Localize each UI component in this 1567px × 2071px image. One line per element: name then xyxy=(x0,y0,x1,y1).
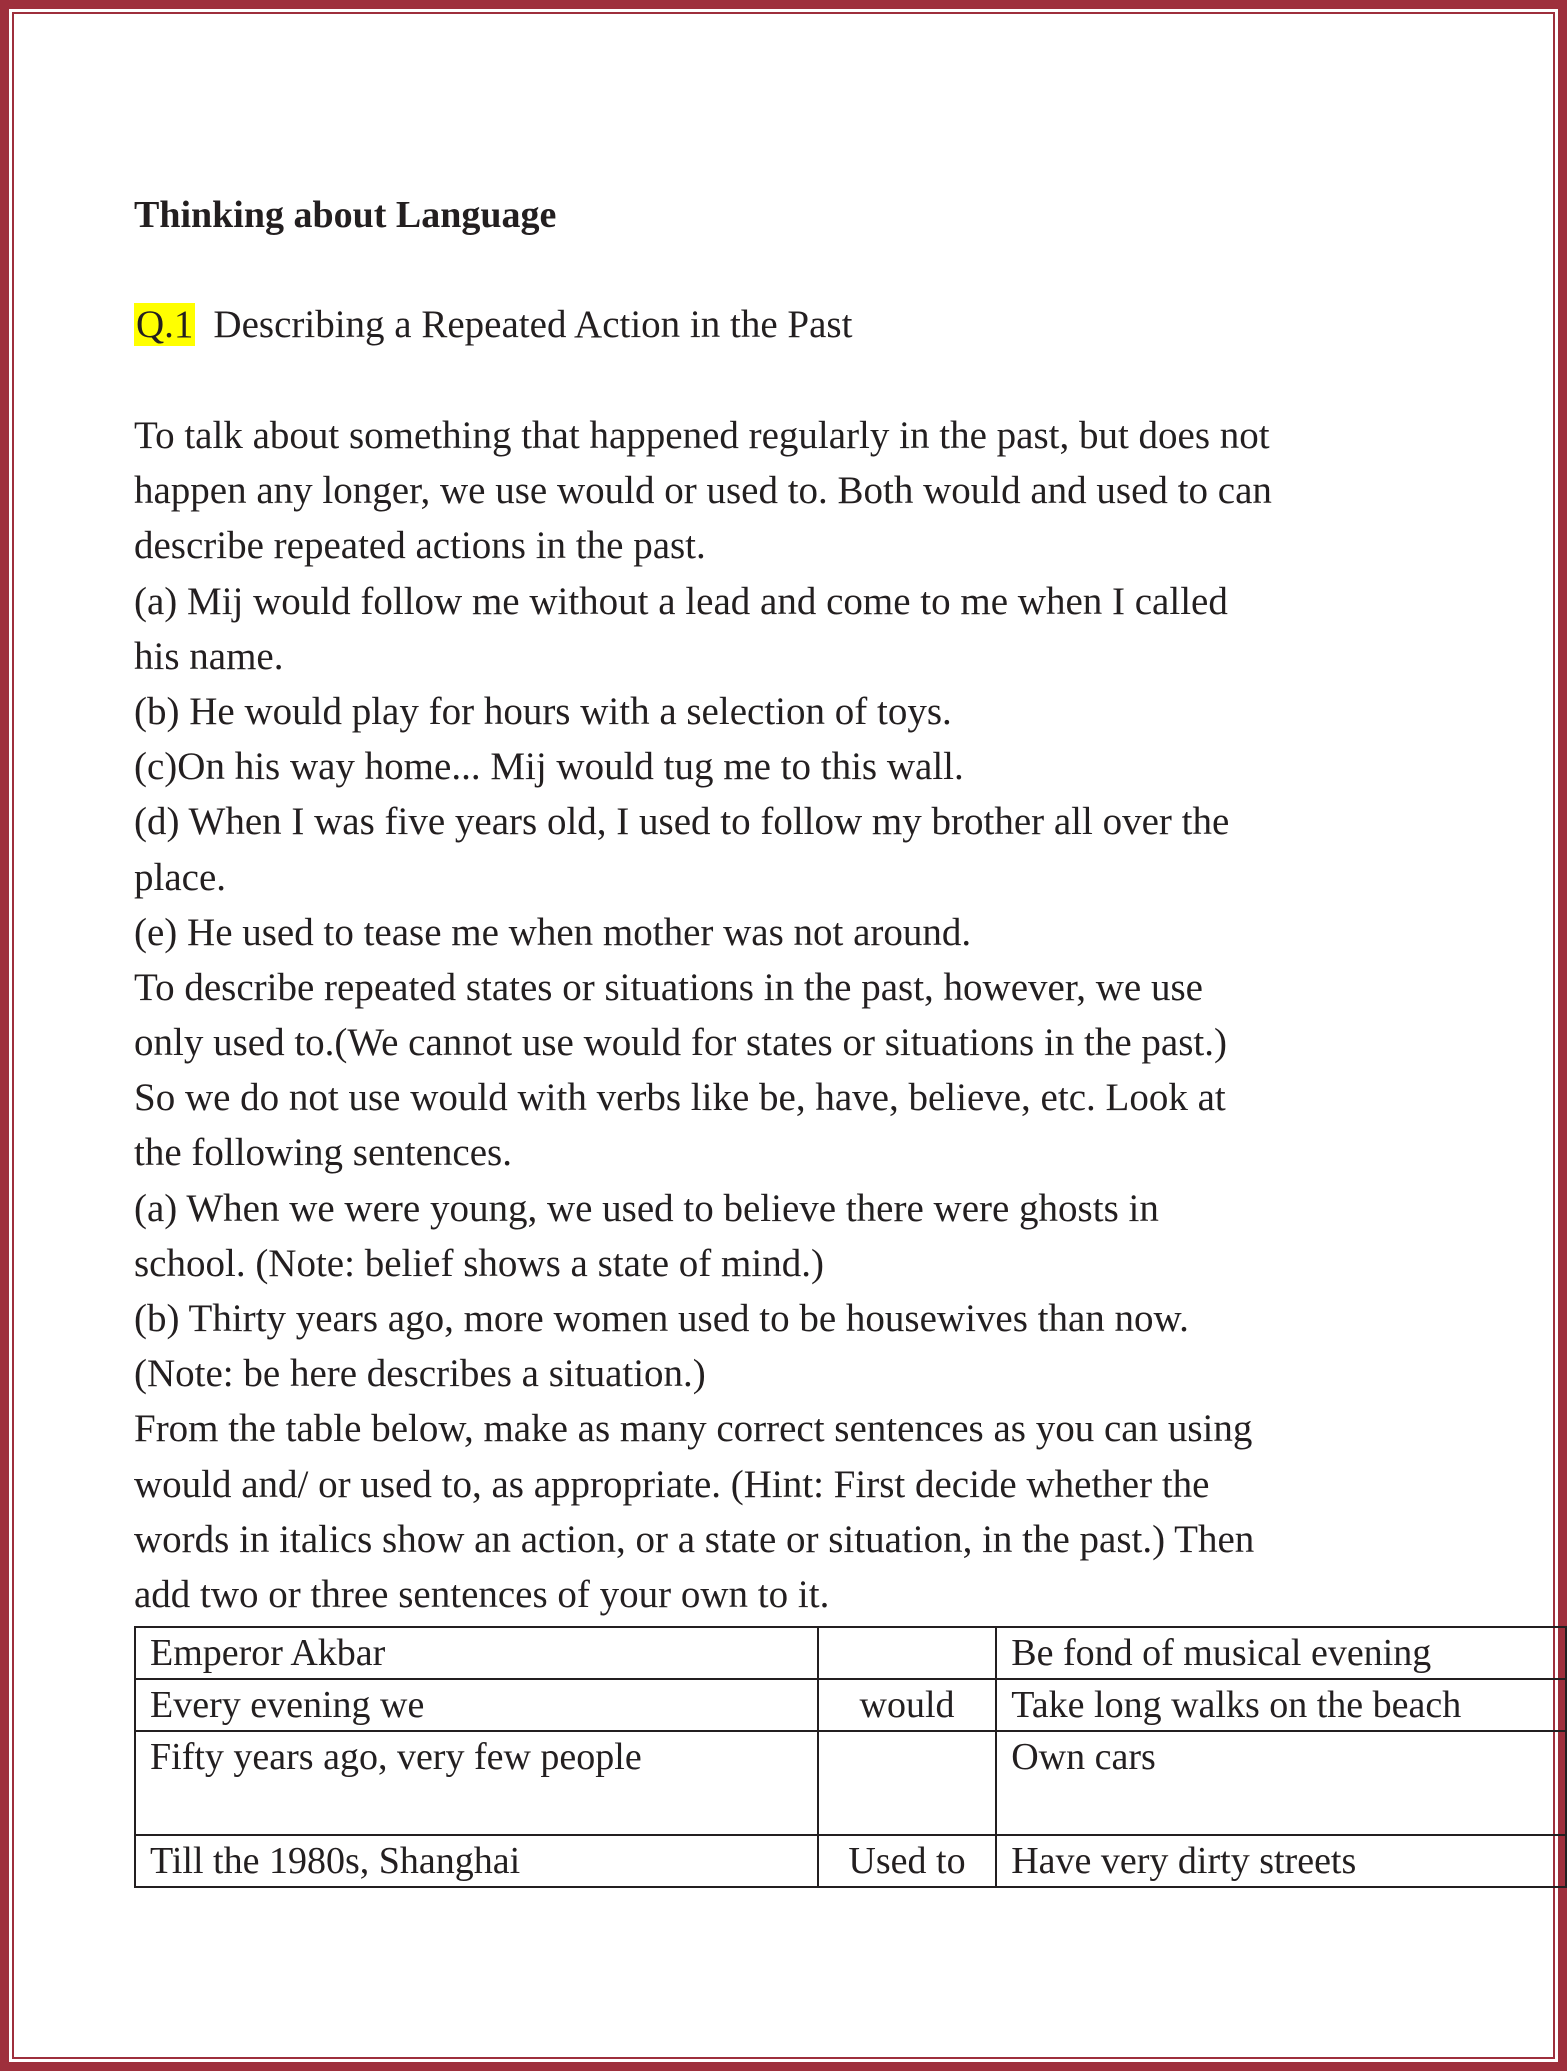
table-cell: Till the 1980s, Shanghai xyxy=(135,1835,818,1887)
text-line: (d) When I was five years old, I used to follow my brother all over the xyxy=(134,800,1230,844)
table-cell: would xyxy=(818,1679,996,1731)
table-cell xyxy=(818,1627,996,1679)
text-line: (a) When we were young, we used to believe there were ghosts in xyxy=(134,1186,1159,1230)
text-line: (b) Thirty years ago, more women used to be housewives than now. xyxy=(134,1297,1189,1340)
table-cell: Emperor Akbar xyxy=(135,1627,818,1679)
text-line: From the table below, make as many correct sentences as you can using xyxy=(134,1407,1253,1451)
text-line: describe repeated actions in the past. xyxy=(134,524,706,568)
sentence-table xyxy=(134,1626,1567,1888)
table-row xyxy=(135,1627,1566,1679)
text-line: add two or three sentences of your own to it. xyxy=(134,1572,830,1616)
text-line: To describe repeated states or situations in the past, however, we use xyxy=(134,965,1203,1009)
text-line: his name. xyxy=(134,634,284,678)
table-cell: Fifty years ago, very few people xyxy=(135,1731,818,1835)
question-title xyxy=(134,300,852,350)
text-line: the following sentences. xyxy=(134,1131,512,1175)
table-cell: Have very dirty streets xyxy=(996,1835,1566,1887)
text-line: only used to.(We cannot use would for states or situations in the past.) xyxy=(134,1021,1227,1065)
text-line: (e) He used to tease me when mother was not around. xyxy=(134,910,972,954)
text-line: words in italics show an action, or a state or situation, in the past.) Then xyxy=(134,1517,1255,1561)
text-line: (Note: be here describes a situation.) xyxy=(134,1352,706,1396)
question-title-text: Describing a Repeated Action in the Past xyxy=(213,303,853,346)
table-cell: Own cars xyxy=(996,1731,1566,1835)
text-line: happen any longer, we use would or used to. Both would and used to can xyxy=(134,469,1272,513)
text-line: So we do not use would with verbs like be, have, believe, etc. Look at xyxy=(134,1076,1226,1120)
table-row xyxy=(135,1679,1566,1731)
text-line: (a) Mij would follow me without a lead and come to me when I called xyxy=(134,579,1228,623)
table-row xyxy=(135,1731,1566,1835)
table-cell xyxy=(818,1731,996,1835)
question-number-highlighted: Q.1 xyxy=(136,303,194,346)
text-line: would and/ or used to, as appropriate. (Hint: First decide whether the xyxy=(134,1462,1210,1506)
table-cell: Used to xyxy=(818,1835,996,1887)
table-row xyxy=(135,1835,1566,1887)
text-line: (c)On his way home... Mij would tug me to this wall. xyxy=(134,745,964,789)
table-cell: Every evening we xyxy=(135,1679,818,1731)
text-line: place. xyxy=(134,855,227,899)
table-cell: Take long walks on the beach xyxy=(996,1679,1566,1731)
text-line: To talk about something that happened regularly in the past, but does not xyxy=(134,414,1270,457)
text-line: (b) He would play for hours with a selection of toys. xyxy=(134,689,952,733)
body-text xyxy=(134,408,1272,1622)
section-heading: Thinking about Language xyxy=(134,194,557,236)
table-cell: Be fond of musical evening xyxy=(996,1627,1566,1679)
text-line: school. (Note: belief shows a state of mind.) xyxy=(134,1241,824,1285)
